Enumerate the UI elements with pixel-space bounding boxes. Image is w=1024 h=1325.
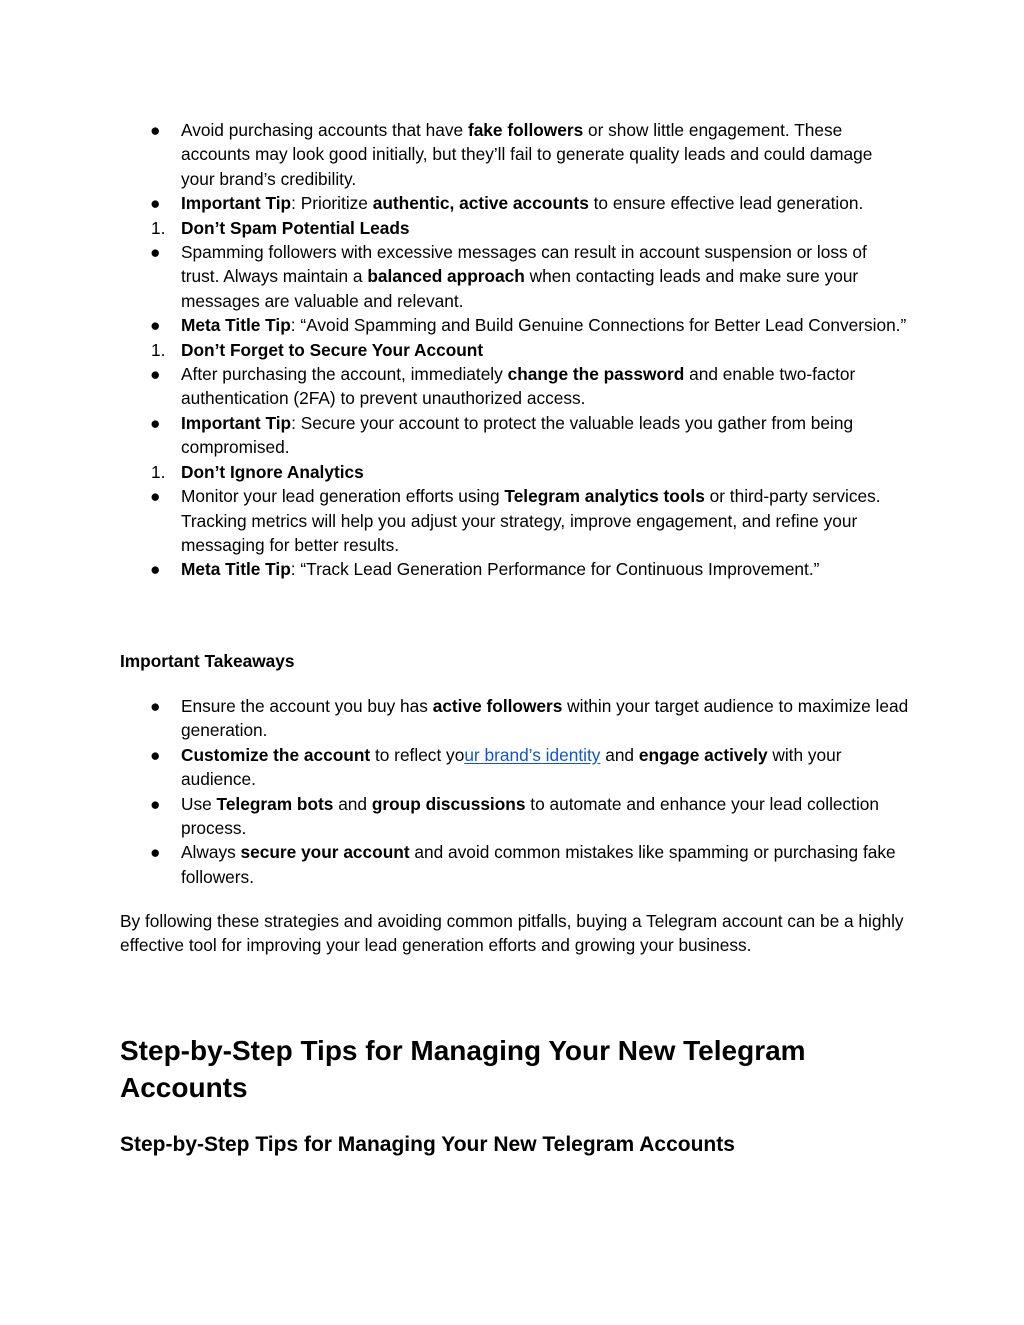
bold-text: group discussions [371,793,526,814]
text-segment: when contacting leads and make sure your messages are valuable and relevant. [181,266,859,311]
numbered-item [120,338,910,362]
text-segment: to reflect yo [370,744,465,765]
bullet-item [120,118,910,191]
bullet-icon: ● [150,193,161,214]
text-segment: Always [181,842,241,863]
bold-text: engage actively [638,744,768,765]
bullet-icon: ● [150,696,161,716]
bullet-icon: ● [150,486,161,507]
bullet-item [120,240,910,313]
bold-text: active followers [432,696,563,716]
bold-text: Telegram analytics tools [504,486,705,507]
text-segment: Monitor your lead generation efforts using [181,486,505,507]
bold-text: balanced approach [367,266,525,287]
bullet-item [120,484,910,557]
text-segment: to ensure effective lead generation. [588,193,864,214]
bullet-icon: ● [150,842,161,863]
list-number: 1. [151,217,166,238]
brand-identity-link[interactable]: ur brand’s identity [464,744,601,765]
subsection-heading: Step-by-Step Tips for Managing Your New Telegram Accounts [120,1133,735,1156]
text-segment: Spamming followers with excessive messages can result in account suspension or loss of trust. Always maintain a [181,242,867,287]
bold-text: Don’t Forget to Secure Your Account [181,339,484,360]
text-segment: : “Avoid Spamming and Build Genuine Connections for Better Lead Conversion.” [290,315,907,336]
bullet-icon: ● [150,120,161,140]
numbered-item [120,460,910,484]
section-heading: Step-by-Step Tips for Managing Your New Telegram Accounts [120,1035,806,1103]
bold-text: Meta Title Tip [181,559,291,580]
bullet-item [120,191,910,215]
text-segment: within your target audience to maximize lead generation. [181,696,909,741]
bold-text: Don’t Ignore Analytics [181,461,364,482]
text-segment: and enable two-factor authentication (2FA) to prevent unauthorized access. [181,364,856,409]
bold-text: Customize the account [181,744,371,765]
text-segment: Ensure the account you buy has [181,696,433,716]
bullet-icon: ● [150,559,161,580]
bold-text: Important Tip [181,193,292,214]
list-number: 1. [151,461,166,482]
bold-text: Telegram bots [216,793,334,814]
text-segment: : Secure your account to protect the valuable leads you gather from being compromised. [181,412,854,458]
text-segment: After purchasing the account, immediately [181,364,508,385]
bullet-item [120,792,910,841]
text-segment: or show little engagement. These accounts may look good initially, but they’ll fail to generate quality leads and could damage your brand’s credibility. [181,120,873,189]
bullet-icon: ● [150,315,161,336]
takeaways-list [120,694,910,889]
text-segment: and avoid common mistakes like spamming or purchasing fake followers. [181,842,896,887]
bold-text: Important Tip [181,412,292,433]
text-segment: and [600,744,639,765]
bold-text: change the password [507,364,685,385]
text-segment: with your audience. [181,744,842,790]
bullet-item [120,313,910,337]
text-segment: or third-party services. Tracking metrics will help you adjust your strategy, improve engagement, and refine your messaging for better results. [181,486,881,555]
bullet-icon: ● [150,242,161,263]
bullet-item [120,694,910,743]
text-segment: Avoid purchasing accounts that have [181,120,468,140]
bullet-icon: ● [150,793,161,814]
bold-text: authentic, active accounts [372,193,589,214]
bold-text: fake followers [467,120,584,140]
bullet-item [120,743,910,792]
text-segment: to automate and enhance your lead collection process. [181,793,880,839]
bullet-icon: ● [150,364,161,385]
text-segment: and [333,793,372,814]
text-segment: Use [181,793,217,814]
closing-paragraph: By following these strategies and avoiding common pitfalls, buying a Telegram account can be a highly effective tool for improving your lead generation efforts and growing your business. [120,911,904,956]
text-segment: : Prioritize [291,193,373,214]
takeaways-heading: Important Takeaways [120,651,295,671]
bullet-item [120,362,910,411]
bullet-item [120,411,910,460]
bullet-item [120,840,910,889]
bold-text: Meta Title Tip [181,315,291,336]
bold-text: secure your account [240,842,410,863]
numbered-item [120,216,910,240]
bullet-icon: ● [150,744,161,765]
text-segment: : “Track Lead Generation Performance for Continuous Improvement.” [290,559,820,580]
bold-text: Don’t Spam Potential Leads [181,217,410,238]
bullet-icon: ● [150,412,161,433]
list-number: 1. [151,339,166,360]
bullet-item [120,557,910,581]
tips-list [120,118,910,582]
